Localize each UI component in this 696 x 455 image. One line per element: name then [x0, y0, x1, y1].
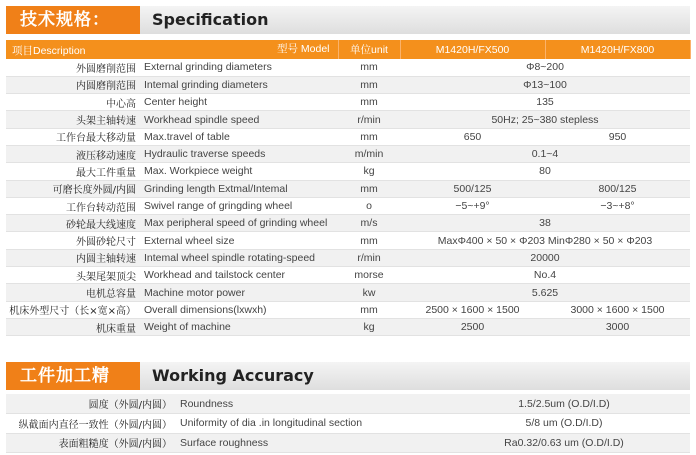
- table-row: [6, 215, 690, 232]
- row-value-shared: 0.1~4: [400, 145, 690, 162]
- row-label-en: Hydraulic traverse speeds: [140, 145, 338, 162]
- row-label-cn: 砂轮最大线速度: [6, 215, 140, 232]
- row-unit: morse: [338, 267, 400, 284]
- table-row: [6, 94, 690, 111]
- accuracy-label-cn: 圆度（外圆/内圆）: [6, 394, 176, 414]
- row-label-cn: 外圆磨削范围: [6, 59, 140, 76]
- item-cn-label: 项目: [12, 45, 33, 57]
- row-value-shared: Φ13~100: [400, 76, 690, 93]
- unit-header: 单位unit: [338, 40, 400, 59]
- row-value-shared: 38: [400, 215, 690, 232]
- row-label-en: Max. Workpiece weight: [140, 163, 338, 180]
- work-title-cn: 工件加工精度：: [6, 362, 140, 390]
- row-unit: r/min: [338, 249, 400, 266]
- table-row: [6, 111, 690, 128]
- working-accuracy-table: [6, 394, 690, 453]
- table-row: [6, 163, 690, 180]
- row-label-en: Swivel range of gringding wheel: [140, 197, 338, 214]
- spec-title-bar: [140, 6, 690, 34]
- row-value-model-a: 500/125: [400, 180, 545, 197]
- row-label-cn: 液压移动速度: [6, 145, 140, 162]
- model-label: 型号 Model: [276, 43, 330, 55]
- row-unit: mm: [338, 180, 400, 197]
- row-value-shared: 5.625: [400, 284, 690, 301]
- table-row: [6, 301, 690, 318]
- accuracy-label-cn: 表面粗糙度（外圆/内圆）: [6, 433, 176, 453]
- accuracy-label-en: Roundness: [176, 394, 438, 414]
- row-value-shared: Φ8~200: [400, 59, 690, 76]
- table-row: [6, 197, 690, 214]
- table-row: [6, 180, 690, 197]
- row-label-en: Max peripheral speed of grinding wheel: [140, 215, 338, 232]
- row-value-model-a: 2500: [400, 318, 545, 335]
- row-value-shared: 135: [400, 94, 690, 111]
- row-value-model-b: 3000 × 1600 × 1500: [545, 301, 690, 318]
- row-value-shared: 50Hz; 25~380 stepless: [400, 111, 690, 128]
- row-label-en: Max.travel of table: [140, 128, 338, 145]
- row-label-en: Intemal grinding diameters: [140, 76, 338, 93]
- spec-title-cn: 技术规格：: [6, 6, 140, 34]
- row-unit: mm: [338, 128, 400, 145]
- spec-table-header-row: [6, 40, 690, 59]
- table-row: [6, 414, 690, 434]
- accuracy-label-cn: 纵截面内直径一致性（外圆/内圆）: [6, 414, 176, 434]
- row-unit: mm: [338, 76, 400, 93]
- row-value-shared: 20000: [400, 249, 690, 266]
- table-row: [6, 59, 690, 76]
- row-label-cn: 可磨长度外圆/内圆: [6, 180, 140, 197]
- row-value-model-b: 950: [545, 128, 690, 145]
- row-value-shared: 80: [400, 163, 690, 180]
- work-table-body: [6, 394, 690, 453]
- table-row: [6, 318, 690, 335]
- accuracy-value: Ra0.32/0.63 um (O.D/I.D): [438, 433, 690, 453]
- row-label-en: Workhead and tailstock center: [140, 267, 338, 284]
- row-value-model-a: 650: [400, 128, 545, 145]
- row-unit: m/s: [338, 215, 400, 232]
- table-row: [6, 76, 690, 93]
- row-unit: kg: [338, 163, 400, 180]
- row-unit: o: [338, 197, 400, 214]
- row-unit: kw: [338, 284, 400, 301]
- row-label-cn: 头架尾架顶尖: [6, 267, 140, 284]
- table-row: [6, 394, 690, 414]
- table-row: [6, 232, 690, 249]
- model-a-header: M1420H/FX500: [400, 40, 545, 59]
- specification-header: [6, 6, 690, 34]
- row-unit: mm: [338, 94, 400, 111]
- row-value-model-b: −3~+8°: [545, 197, 690, 214]
- table-row: [6, 433, 690, 453]
- table-row: [6, 284, 690, 301]
- row-unit: mm: [338, 301, 400, 318]
- row-label-cn: 内圆主轴转速: [6, 249, 140, 266]
- row-label-en: External grinding diameters: [140, 59, 338, 76]
- table-row: [6, 249, 690, 266]
- row-value-model-a: 2500 × 1600 × 1500: [400, 301, 545, 318]
- row-label-cn: 外圆砂轮尺寸: [6, 232, 140, 249]
- table-row: [6, 267, 690, 284]
- row-unit: r/min: [338, 111, 400, 128]
- row-unit: kg: [338, 318, 400, 335]
- row-label-cn: 最大工件重量: [6, 163, 140, 180]
- item-en-label: Description: [33, 45, 86, 57]
- accuracy-value: 5/8 um (O.D/I.D): [438, 414, 690, 434]
- row-label-en: Overall dimensions(lxwxh): [140, 301, 338, 318]
- row-label-cn: 工作台转动范围: [6, 197, 140, 214]
- row-label-en: External wheel size: [140, 232, 338, 249]
- accuracy-value: 1.5/2.5um (O.D/I.D): [438, 394, 690, 414]
- row-label-cn: 中心高: [6, 94, 140, 111]
- row-label-cn: 内圆磨削范围: [6, 76, 140, 93]
- item-model-header: [6, 40, 338, 59]
- row-label-cn: 工作台最大移动量: [6, 128, 140, 145]
- spec-title-en: Specification: [152, 10, 269, 29]
- row-unit: mm: [338, 59, 400, 76]
- spec-table-body: [6, 59, 690, 336]
- row-value-model-a: −5~+9°: [400, 197, 545, 214]
- work-title-en: Working Accuracy: [152, 366, 314, 385]
- row-label-en: Center height: [140, 94, 338, 111]
- row-label-cn: 头架主轴转速: [6, 111, 140, 128]
- row-value-model-b: 800/125: [545, 180, 690, 197]
- row-unit: mm: [338, 232, 400, 249]
- row-value-shared: No.4: [400, 267, 690, 284]
- row-label-en: Workhead spindle speed: [140, 111, 338, 128]
- row-label-en: Machine motor power: [140, 284, 338, 301]
- work-title-bar: [140, 362, 690, 390]
- row-label-cn: 电机总容量: [6, 284, 140, 301]
- row-value-shared: MaxΦ400 × 50 × Φ203 MinΦ280 × 50 × Φ203: [400, 232, 690, 249]
- row-value-model-b: 3000: [545, 318, 690, 335]
- row-label-en: Intemal wheel spindle rotating-speed: [140, 249, 338, 266]
- model-b-header: M1420H/FX800: [545, 40, 690, 59]
- row-label-en: Weight of machine: [140, 318, 338, 335]
- accuracy-label-en: Surface roughness: [176, 433, 438, 453]
- table-row: [6, 145, 690, 162]
- row-label-cn: 机床外型尺寸（长×宽×高）: [6, 301, 140, 318]
- specification-table: [6, 40, 691, 336]
- row-label-cn: 机床重量: [6, 318, 140, 335]
- row-label-en: Grinding length Extmal/Intemal: [140, 180, 338, 197]
- accuracy-label-en: Uniformity of dia .in longitudinal section: [176, 414, 438, 434]
- table-row: [6, 128, 690, 145]
- row-unit: m/min: [338, 145, 400, 162]
